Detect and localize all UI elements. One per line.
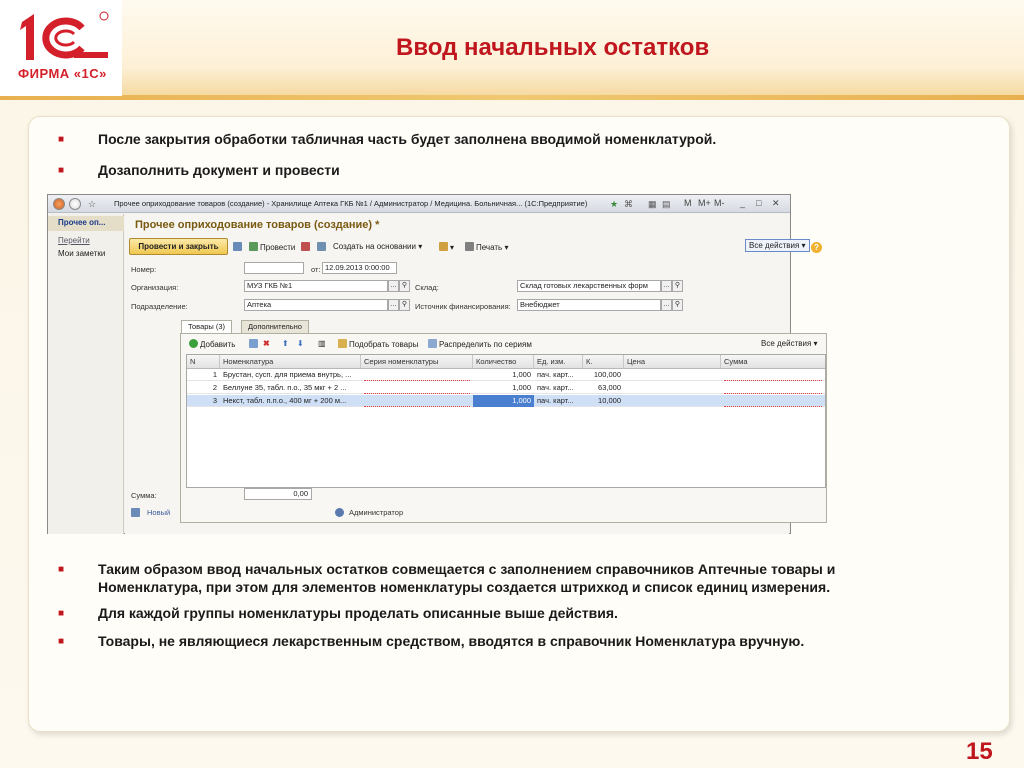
division-field[interactable]: Аптека — [244, 299, 388, 311]
print-button[interactable]: Печать ▾ — [465, 242, 508, 252]
bullet-marker: ■ — [58, 608, 65, 619]
table-all-actions-button[interactable]: Все действия ▾ — [761, 339, 818, 348]
bullet-marker: ■ — [58, 564, 65, 575]
post-label: Провести — [260, 243, 296, 252]
memory-minus-button[interactable]: M- — [714, 198, 725, 208]
table-row[interactable] — [187, 382, 825, 394]
report-icon[interactable] — [317, 242, 328, 252]
post-icon — [249, 242, 258, 251]
printer-icon — [465, 242, 474, 251]
cell-n: 2 — [212, 383, 217, 392]
create-based-button[interactable]: Создать на основании ▾ — [333, 242, 423, 251]
number-field[interactable] — [244, 262, 304, 274]
user-icon — [335, 508, 346, 518]
cell-coef: 63,000 — [598, 383, 621, 392]
back-icon[interactable] — [69, 198, 81, 210]
logo-company-name: ФИРМА «1С» — [18, 66, 107, 81]
bullet-text: Для каждой группы номенклатуры проделать описанные выше действия. — [98, 605, 618, 621]
date-field[interactable]: 12.09.2013 0:00:00 — [322, 262, 397, 274]
comment-icon[interactable] — [131, 508, 142, 518]
cell-price — [624, 395, 721, 407]
warehouse-field[interactable]: Склад готовых лекарственных форм — [517, 280, 661, 292]
division-select-button[interactable]: … — [388, 299, 399, 311]
column-header[interactable]: N — [187, 355, 220, 369]
barcode-icon[interactable]: ▥ — [318, 339, 326, 348]
tab-additional[interactable]: Дополнительно — [241, 320, 309, 333]
distribute-label: Распределить по сериям — [439, 340, 532, 349]
star-icon[interactable]: ☆ — [88, 199, 97, 209]
warehouse-select-button[interactable]: … — [661, 280, 672, 292]
table-row-selected[interactable] — [187, 395, 825, 407]
header-divider — [0, 95, 1024, 100]
cell-series — [364, 395, 470, 407]
all-actions-button[interactable]: Все действия ▾ — [745, 239, 810, 252]
date-label: от: — [311, 265, 321, 274]
sidebar-item-current[interactable]: Прочее оп... — [58, 218, 106, 227]
create-based-label: Создать на основании — [333, 242, 416, 251]
bullet-item — [58, 604, 618, 623]
cell-nomenclature: Некст, табл. п.п.о., 400 мг + 200 м... — [223, 396, 347, 405]
copy-icon[interactable] — [249, 339, 260, 349]
link-icon[interactable]: ⌘ — [624, 199, 633, 209]
cell-n: 3 — [212, 396, 217, 405]
bullet-text-continued: Номенклатура, при этом для элементов номенклатуры создается штрихкод и список единиц измерения. — [98, 579, 831, 595]
number-label: Номер: — [131, 265, 157, 274]
memory-button[interactable]: M — [684, 198, 692, 208]
column-header[interactable]: Номенклатура — [220, 355, 361, 369]
window-title: Прочее оприходование товаров (создание) - Хранилище Аптека ГКБ №1 / Администратор / Медицина. Больничная... (1С:Предприятие) — [114, 199, 588, 208]
memory-plus-button[interactable]: M+ — [698, 198, 711, 208]
calculator-icon[interactable]: ▤ — [662, 199, 671, 209]
help-icon[interactable]: ? — [811, 242, 822, 253]
logo-1c-icon — [12, 8, 112, 66]
bullet-item — [58, 560, 836, 579]
all-actions-label: Все действия — [749, 241, 800, 250]
bullet-marker: ■ — [58, 636, 65, 647]
cell-sum — [724, 382, 822, 394]
form-title: Прочее оприходование товаров (создание) * — [135, 219, 380, 231]
bullet-text: Товары, не являющиеся лекарственным средством, вводятся в справочник Номенклатура вручную. — [98, 633, 805, 649]
table-row[interactable] — [187, 369, 825, 381]
folder-icon — [338, 339, 347, 348]
organization-field[interactable]: МУЗ ГКБ №1 — [244, 280, 388, 292]
add-icon — [189, 339, 198, 348]
sidebar-item-notes[interactable]: Мои заметки — [58, 249, 106, 258]
column-header[interactable]: Ед. изм. — [534, 355, 583, 369]
sidebar-item-goto[interactable]: Перейти — [58, 236, 90, 245]
company-logo — [0, 0, 122, 96]
cell-sum — [724, 369, 822, 381]
column-header[interactable]: Серия номенклатуры — [361, 355, 473, 369]
cell-unit: пач. карт... — [537, 396, 574, 405]
cell-price — [624, 382, 721, 394]
movements-icon[interactable] — [301, 242, 312, 252]
window-titlebar — [48, 195, 790, 213]
warehouse-label: Склад: — [415, 283, 439, 292]
add-row-button[interactable] — [189, 339, 235, 349]
division-label: Подразделение: — [131, 302, 188, 311]
bullet-marker: ■ — [58, 165, 65, 176]
author-label[interactable]: Администратор — [349, 508, 404, 517]
add-label: Добавить — [200, 340, 236, 349]
close-button[interactable]: ✕ — [772, 198, 780, 208]
slide-title: Ввод начальных остатков — [396, 34, 710, 61]
cell-quantity: 1,000 — [512, 383, 531, 392]
sum-field: 0,00 — [244, 488, 312, 500]
calendar-icon[interactable]: ▦ — [648, 199, 657, 209]
cell-nomenclature: Беллуне 35, табл. п.о., 35 мкг + 2 ... — [223, 383, 347, 392]
financing-open-icon[interactable]: ⚲ — [672, 299, 683, 311]
status-new[interactable]: Новый — [147, 508, 171, 517]
bullet-marker: ■ — [58, 134, 65, 145]
save-icon[interactable] — [233, 242, 244, 252]
delete-icon[interactable]: ✖ — [263, 339, 270, 348]
cell-quantity-active[interactable]: 1,000 — [473, 395, 534, 407]
organization-label: Организация: — [131, 283, 179, 292]
cell-series — [364, 382, 470, 394]
minimize-button[interactable]: _ — [740, 198, 746, 208]
cell-sum — [724, 395, 822, 407]
goods-table[interactable] — [186, 354, 826, 488]
table-all-actions-label: Все действия — [761, 339, 812, 348]
print-menu-icon[interactable]: ▾ — [439, 242, 454, 252]
distribute-icon — [428, 339, 437, 348]
print-label: Печать — [476, 243, 503, 252]
document-form — [125, 214, 819, 534]
favorite-icon[interactable]: ★ — [610, 199, 619, 209]
bullet-text: Таким образом ввод начальных остатков совмещается с заполнением справочников Аптечные товары и — [98, 561, 836, 577]
page-number: 15 — [966, 738, 993, 765]
organization-select-button[interactable]: … — [388, 280, 399, 292]
column-header[interactable]: Сумма — [721, 355, 825, 369]
bullet-item — [58, 130, 717, 149]
division-open-icon[interactable]: ⚲ — [399, 299, 410, 311]
organization-open-icon[interactable]: ⚲ — [399, 280, 410, 292]
cell-unit: пач. карт... — [537, 370, 574, 379]
bullet-item — [58, 161, 340, 180]
post-button[interactable] — [249, 242, 295, 252]
cell-price — [624, 369, 721, 381]
financing-label: Источник финансирования: — [415, 302, 511, 311]
move-down-icon[interactable]: ⬇ — [297, 339, 304, 348]
sidebar — [48, 214, 124, 534]
bullet-text: После закрытия обработки табличная часть будет заполнена вводимой номенклатурой. — [98, 131, 717, 147]
cell-coef: 10,000 — [598, 396, 621, 405]
cell-series — [364, 369, 470, 381]
column-header[interactable]: Цена — [624, 355, 721, 369]
column-header[interactable]: К. — [583, 355, 624, 369]
financing-field[interactable]: Внебюджет — [517, 299, 661, 311]
cell-nomenclature: Брустан, сусп. для приема внутрь, ... — [223, 370, 352, 379]
app-window — [47, 194, 819, 534]
warehouse-open-icon[interactable]: ⚲ — [672, 280, 683, 292]
app-menu-icon[interactable] — [53, 198, 65, 210]
column-header[interactable]: Количество — [473, 355, 534, 369]
move-up-icon[interactable]: ⬆ — [282, 339, 289, 348]
cell-n: 1 — [212, 370, 217, 379]
tab-goods[interactable]: Товары (3) — [181, 320, 232, 333]
cell-quantity: 1,000 — [512, 370, 531, 379]
pick-goods-button[interactable] — [338, 339, 418, 349]
financing-select-button[interactable]: … — [661, 299, 672, 311]
bullet-text: Дозаполнить документ и провести — [98, 162, 340, 178]
cell-coef: 100,000 — [593, 370, 621, 379]
distribute-series-button[interactable] — [428, 339, 532, 349]
sum-label: Сумма: — [131, 491, 157, 500]
pick-goods-label: Подобрать товары — [349, 340, 419, 349]
maximize-button[interactable]: □ — [756, 198, 762, 208]
cell-unit: пач. карт... — [537, 383, 574, 392]
post-and-close-button[interactable]: Провести и закрыть — [129, 238, 228, 255]
bullet-item — [58, 632, 805, 651]
